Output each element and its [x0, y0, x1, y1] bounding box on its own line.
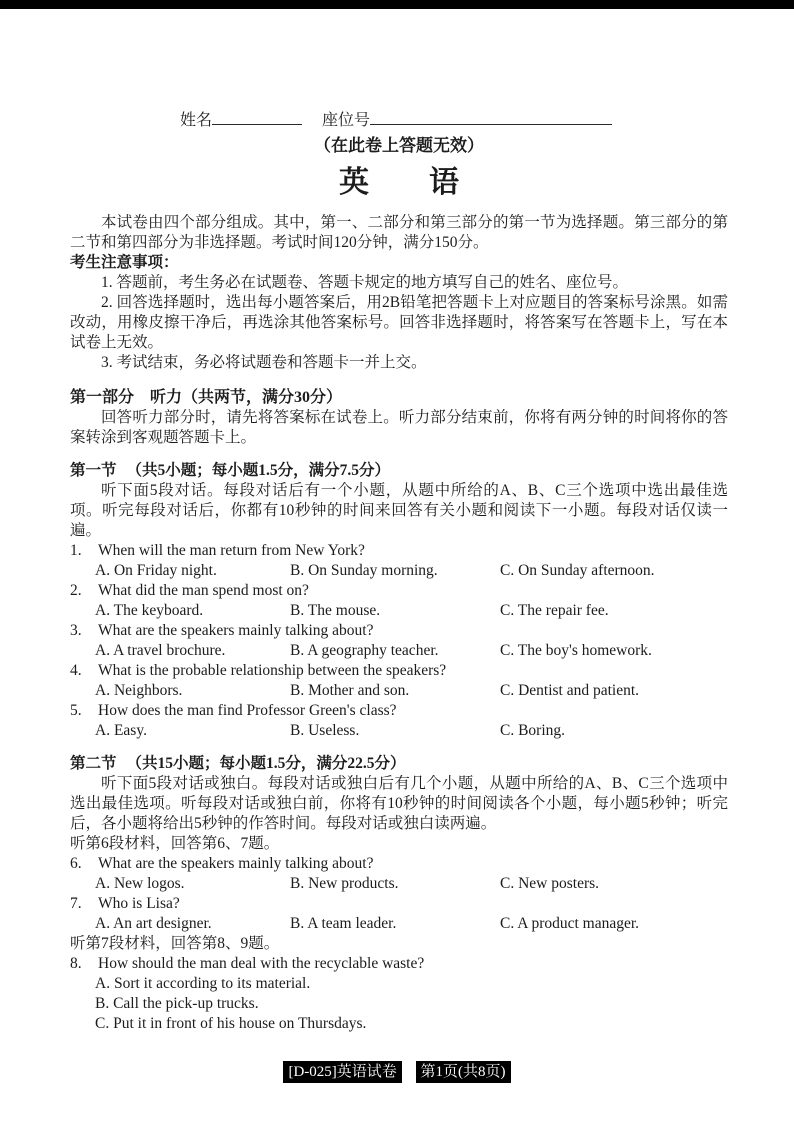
footer-page-number: 第1页(共8页)	[416, 1061, 511, 1083]
invalid-note: （在此卷上答题无效）	[314, 136, 484, 155]
notice-item-3: 3. 考试结束，务必将试题卷和答题卡一并上交。	[101, 354, 427, 371]
option-b: B. On Sunday morning.	[290, 562, 438, 579]
question-line	[70, 854, 728, 874]
option-c: C. New posters.	[500, 875, 600, 892]
option-c: C. Boring.	[500, 722, 566, 739]
question-number: 6.	[70, 855, 82, 872]
question-options	[70, 601, 728, 621]
question-number: 5.	[70, 702, 82, 719]
question-4	[70, 661, 728, 701]
seat-label: 座位号	[322, 112, 371, 129]
page-footer	[0, 1061, 794, 1083]
question-text: When will the man return from New York?	[98, 542, 365, 559]
option-b: B. New products.	[290, 875, 399, 892]
footer-paper-code: [D-025]英语试卷	[283, 1061, 401, 1083]
question-number: 4.	[70, 662, 82, 679]
option-a: A. Neighbors.	[95, 682, 183, 699]
option-a: A. The keyboard.	[95, 602, 204, 619]
question-text: What are the speakers mainly talking about?	[98, 855, 374, 872]
question-6	[70, 854, 728, 894]
question-options	[70, 641, 728, 661]
option-b: B. Mother and son.	[290, 682, 410, 699]
question-line	[70, 541, 728, 561]
question-number: 8.	[70, 955, 82, 972]
question-line	[70, 621, 728, 641]
material-6-line: 听第6段材料，回答第6、7题。	[70, 835, 280, 852]
option-c: C. On Sunday afternoon.	[500, 562, 655, 579]
seat-blank	[370, 110, 612, 125]
question-line	[70, 954, 728, 974]
section1-detail: （共5小题；每小题1.5分，满分7.5分）	[126, 462, 391, 479]
question-1	[70, 541, 728, 581]
question-line	[70, 894, 728, 914]
question-line	[70, 581, 728, 601]
question-options	[70, 874, 728, 894]
question-options	[70, 914, 728, 934]
name-seat-line	[70, 110, 728, 132]
question-number: 7.	[70, 895, 82, 912]
section2-label: 第二节	[70, 755, 117, 772]
question-number: 2.	[70, 582, 82, 599]
question-line	[70, 701, 728, 721]
scan-edge-bar	[0, 0, 794, 9]
question-7	[70, 894, 728, 934]
option-b: B. The mouse.	[290, 602, 381, 619]
part1-note: 回答听力部分时，请先将答案标在试卷上。听力部分结束前，你将有两分钟的时间将你的答案转涂到客观题答题卡上。	[70, 409, 728, 446]
option-c: C. A product manager.	[500, 915, 640, 932]
question-text: What is the probable relationship between the speakers?	[98, 662, 447, 679]
option-c: C. Put it in front of his house on Thursdays.	[95, 1015, 367, 1032]
paper-title: 英 语	[339, 166, 459, 199]
page-content	[0, 110, 794, 1034]
option-c: C. The repair fee.	[500, 602, 609, 619]
section1-instructions: 听下面5段对话。每段对话后有一个小题，从题中所给的A、B、C三个选项中选出最佳选项。听完每段对话后，你都有10秒钟的时间来回答有关小题和阅读下一小题。每段对话仅读一遍。	[70, 482, 728, 539]
question-number: 1.	[70, 542, 82, 559]
question-line	[70, 661, 728, 681]
question-options	[70, 721, 728, 741]
section2-heading	[70, 754, 728, 774]
option-c: C. The boy's homework.	[500, 642, 652, 659]
option-a: A. New logos.	[95, 875, 185, 892]
question-text: How should the man deal with the recyclable waste?	[98, 955, 425, 972]
section1-label: 第一节	[70, 462, 117, 479]
option-a: A. Easy.	[95, 722, 147, 739]
question-3	[70, 621, 728, 661]
material-7-line: 听第7段材料，回答第8、9题。	[70, 935, 280, 952]
section2-instructions: 听下面5段对话或独白。每段对话或独白后有几个小题，从题中所给的A、B、C三个选项中选出最佳选项。听每段对话或独白前，你将有10秒钟的时间阅读各个小题，每小题5秒钟；听完后，各小题将给出5秒钟的作答时间。每段对话或独白读两遍。	[70, 775, 728, 832]
option-a: A. An art designer.	[95, 915, 212, 932]
intro-paragraph: 本试卷由四个部分组成。其中，第一、二部分和第三部分的第一节为选择题。第三部分的第二节和第四部分为非选择题。考试时间120分钟，满分150分。	[70, 214, 728, 251]
question-text: What did the man spend most on?	[98, 582, 309, 599]
question-text: Who is Lisa?	[98, 895, 180, 912]
option-a: A. A travel brochure.	[95, 642, 226, 659]
option-b: B. Call the pick-up trucks.	[95, 995, 259, 1012]
section2-detail: （共15小题；每小题1.5分，满分22.5分）	[126, 755, 406, 772]
question-8	[70, 954, 728, 1034]
question-options	[70, 561, 728, 581]
part1-heading: 第一部分 听力（共两节，满分30分）	[70, 389, 343, 406]
question-text: What are the speakers mainly talking about?	[98, 622, 374, 639]
section1-heading	[70, 461, 728, 481]
name-label: 姓名	[180, 112, 213, 129]
notice-item-2: 2. 回答选择题时，选出每小题答案后，用2B铅笔把答题卡上对应题目的答案标号涂黑。如需改动，用橡皮擦干净后，再选涂其他答案标号。回答非选择题时，将答案写在答题卡上，写在本试卷上无效。	[70, 294, 728, 351]
option-b: B. Useless.	[290, 722, 360, 739]
question-options	[70, 681, 728, 701]
notice-heading: 考生注意事项：	[70, 254, 179, 271]
option-b: B. A team leader.	[290, 915, 397, 932]
option-c: C. Dentist and patient.	[500, 682, 640, 699]
question-5	[70, 701, 728, 741]
question-text: How does the man find Professor Green's class?	[98, 702, 397, 719]
option-a: A. Sort it according to its material.	[95, 975, 311, 992]
option-b: B. A geography teacher.	[290, 642, 439, 659]
notice-item-1: 1. 答题前，考生务必在试题卷、答题卡规定的地方填写自己的姓名、座位号。	[101, 274, 629, 291]
name-blank	[212, 110, 302, 125]
option-a: A. On Friday night.	[95, 562, 217, 579]
question-2	[70, 581, 728, 621]
question-number: 3.	[70, 622, 82, 639]
